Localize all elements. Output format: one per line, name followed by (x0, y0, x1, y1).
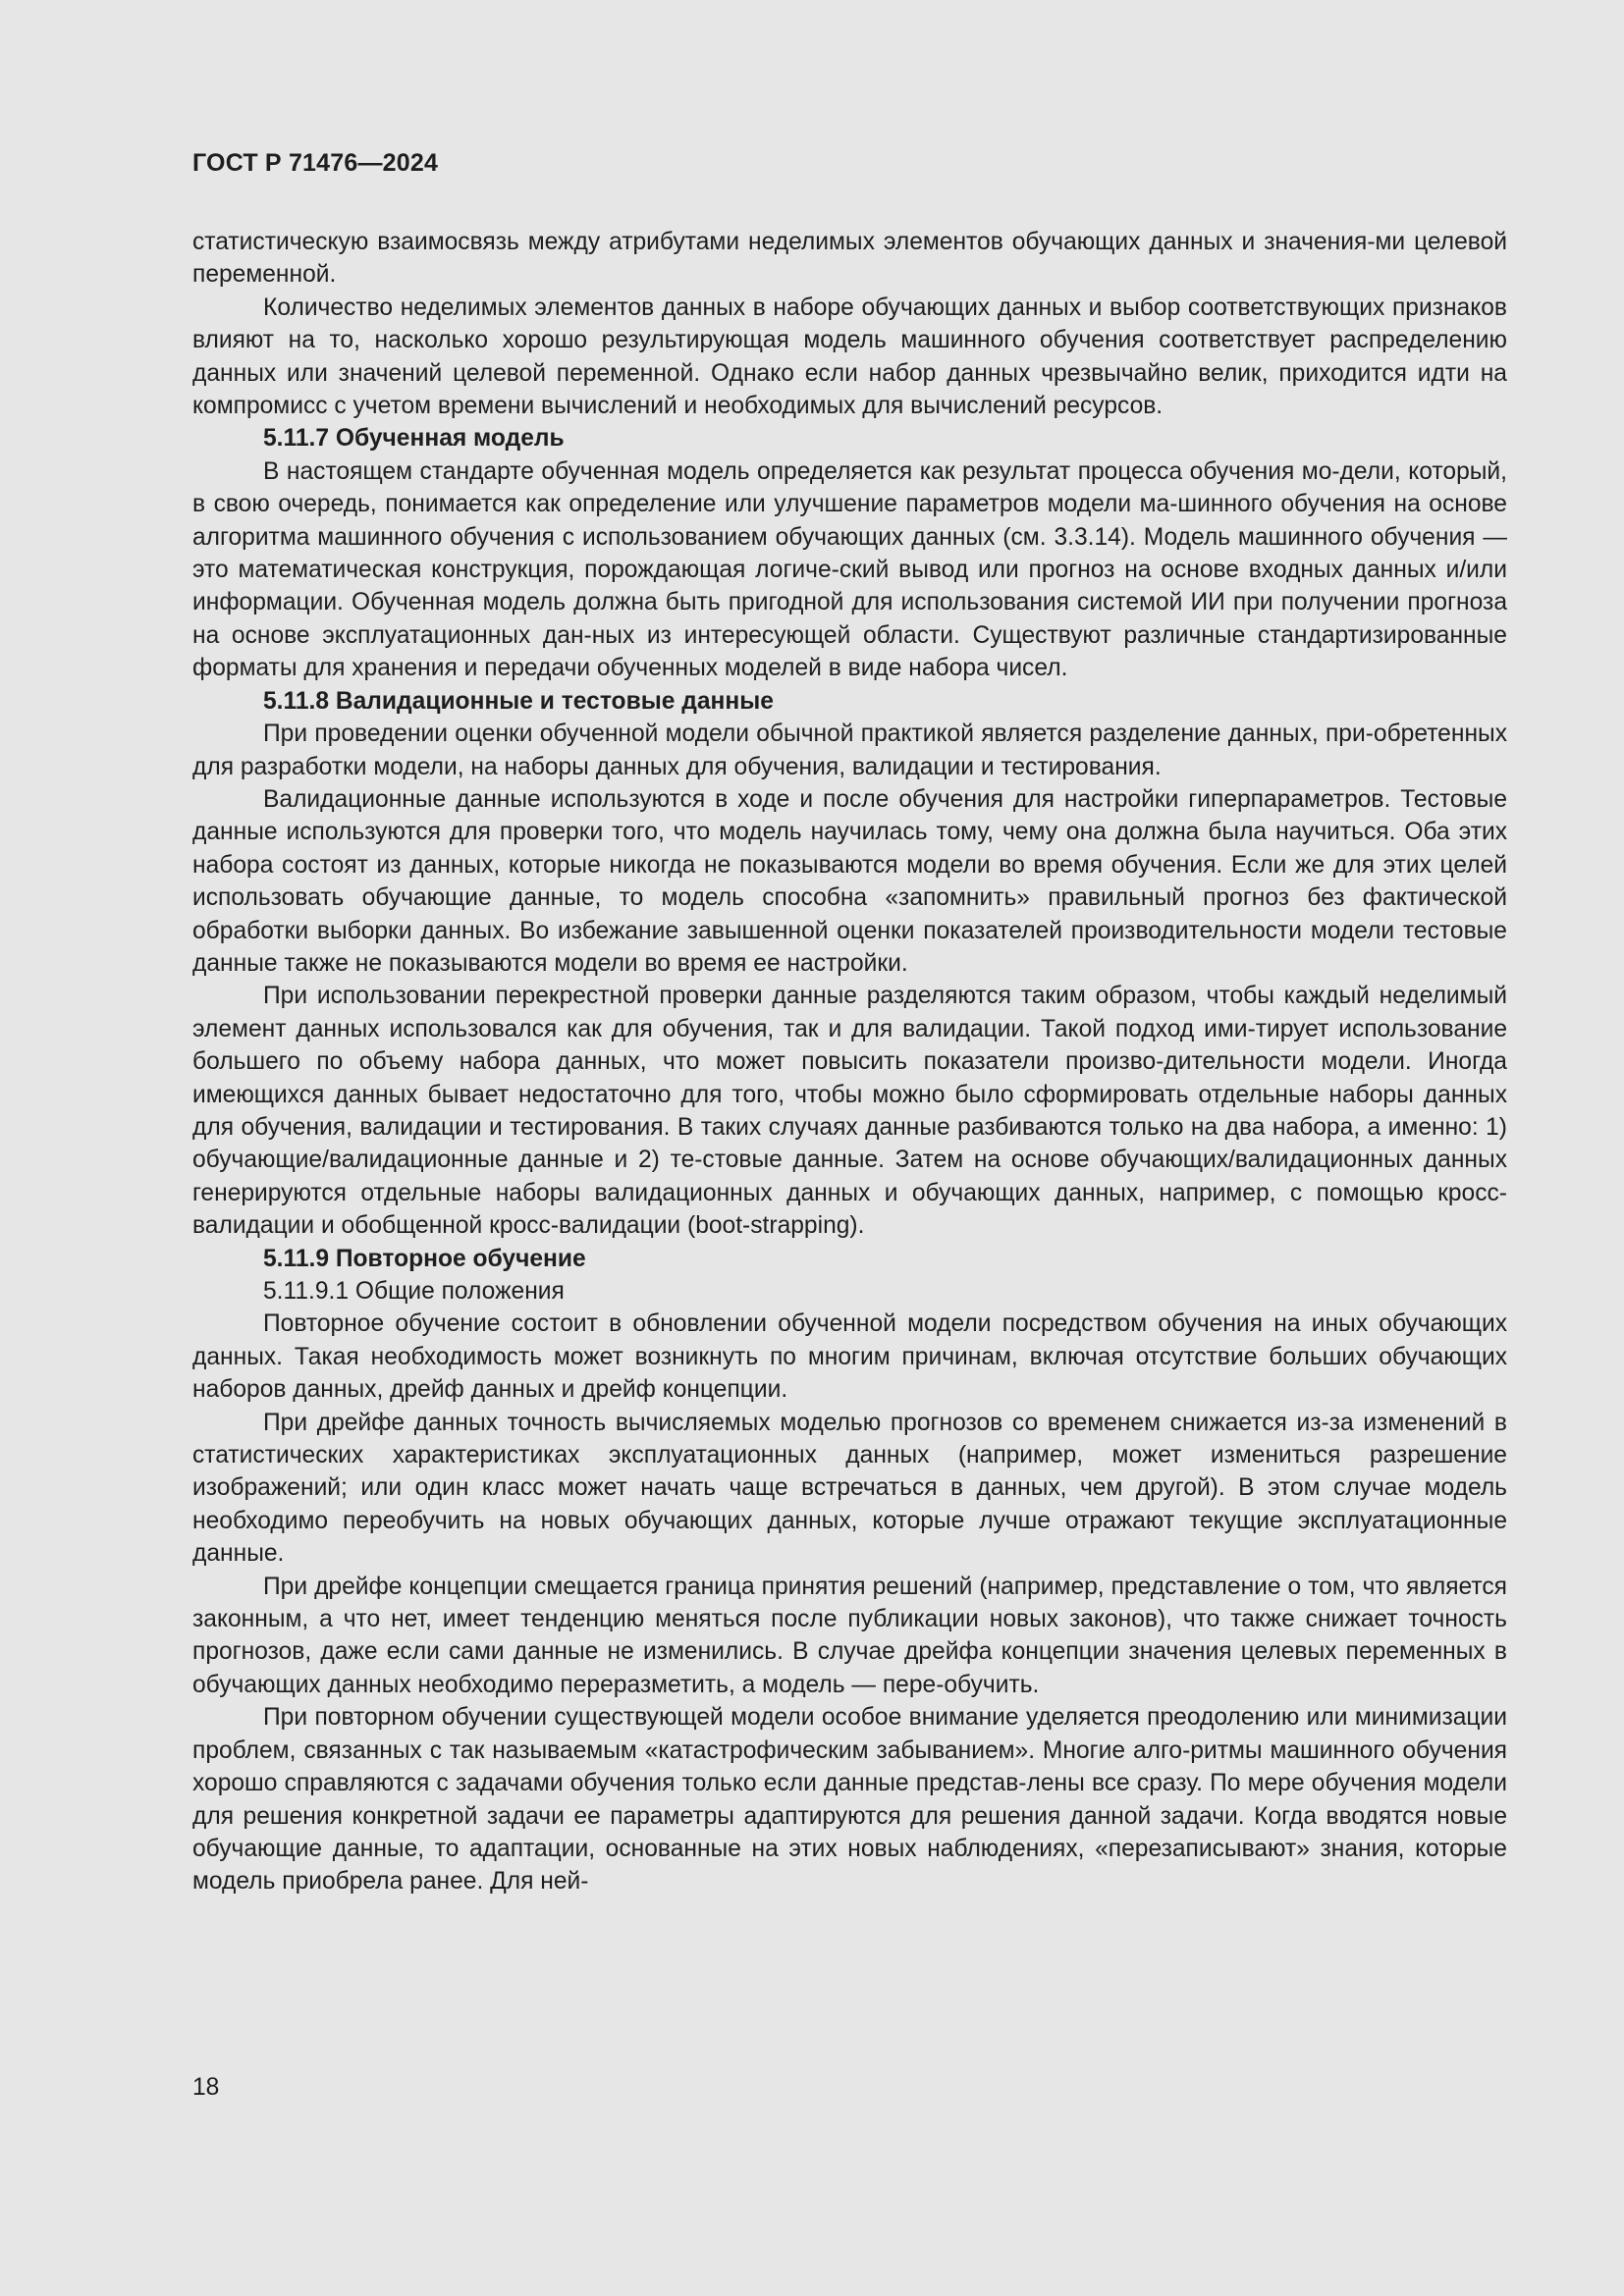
paragraph: При использовании перекрестной проверки данные разделяются таким образом, чтобы каждый неделимый элемент данных использовался как для обучения, так и для валидации. Такой подход ими-тирует использование большего по объему набора данных, что может повысить показатели произво-дительности модели. Иногда имеющихся данных бывает недостаточно для того, чтобы можно было сформировать отдельные наборы данных для обучения, валидации и тестирования. В таких случаях данные разбиваются только на два набора, а именно: 1) обучающие/валидационные данные и 2) те-стовые данные. Затем на основе обучающих/валидационных данных генерируются отдельные наборы валидационных данных и обучающих данных, например, с помощью кросс-валидации и обобщенной кросс-валидации (boot-strapping). (192, 983, 1507, 1240)
paragraph: Количество неделимых элементов данных в наборе обучающих данных и выбор соответствующих признаков влияют на то, насколько хорошо результирующая модель машинного обучения соответствует распределению данных или значений целевой переменной. Однако если набор данных чрезвычайно велик, приходится идти на компромисс с учетом времени вычислений и необходимых для вычислений ресурсов. (192, 294, 1507, 420)
paragraph: При повторном обучении существующей модели особое внимание уделяется преодолению или минимизации проблем, связанных с так называемым «катастрофическим забыванием». Многие алго-ритмы машинного обучения хорошо справляются с задачами обучения только если данные представ-лены все сразу. По мере обучения модели для решения конкретной задачи ее параметры адаптируются для решения данной задачи. Когда вводятся новые обучающие данные, то адаптации, основанные на этих новых наблюдениях, «перезаписывают» знания, которые модель приобрела ранее. Для ней- (192, 1704, 1507, 1896)
paragraph: Валидационные данные используются в ходе и после обучения для настройки гиперпараметров. Тестовые данные используются для проверки того, что модель научилась тому, чему она должна была научиться. Оба этих набора состоят из данных, которые никогда не показываются модели во время обучения. Если же для этих целей использовать обучающие данные, то модель способна «запомнить» правильный прогноз без фактической обработки выборки данных. Во избежание завышенной оценки показателей производительности модели тестовые данные также не показываются модели во время ее настройки. (192, 785, 1507, 977)
paragraph: При дрейфе данных точность вычисляемых моделью прогнозов со временем снижается из-за изменений в статистических характеристиках эксплуатационных данных (например, может измениться разрешение изображений; или один класс может начать чаще встречаться в данных, чем другой). В этом случае модель необходимо переобучить на новых обучающих данных, которые лучше отражают текущие эксплуатационные данные. (192, 1409, 1507, 1568)
paragraph: статистическую взаимосвязь между атрибутами неделимых элементов обучающих данных и значения-ми целевой переменной. (192, 229, 1507, 289)
document-header: ГОСТ Р 71476—2024 (192, 149, 439, 177)
paragraph: При проведении оценки обученной модели обычной практикой является разделение данных, при-обретенных для разработки модели, на наборы данных для обучения, валидации и тестирования. (192, 721, 1507, 780)
page-number: 18 (192, 2074, 220, 2101)
document-body (192, 226, 1507, 1898)
subsection-heading-5-11-9-1: 5.11.9.1 Общие положения (263, 1278, 565, 1305)
paragraph: Повторное обучение состоит в обновлении обученной модели посредством обучения на иных обучающих данных. Такая необходимость может возникнуть по многим причинам, включая отсутствие больших обучающих наборов данных, дрейф данных и дрейф концепции. (192, 1310, 1507, 1404)
section-heading-5-11-7: 5.11.7 Обученная модель (263, 425, 565, 453)
paragraph: При дрейфе концепции смещается граница принятия решений (например, представление о том, что является законным, а что нет, имеет тенденцию меняться после публикации новых законов), что также снижает точность прогнозов, даже если сами данные не изменились. В случае дрейфа концепции значения целевых переменных в обучающих данных необходимо переразметить, а модель — пере-обучить. (192, 1573, 1507, 1698)
section-heading-5-11-8: 5.11.8 Валидационные и тестовые данные (263, 687, 774, 715)
paragraph: В настоящем стандарте обученная модель определяется как результат процесса обучения мо-дели, который, в свою очередь, понимается как определение или улучшение параметров модели ма-шинного обучения на основе алгоритма машинного обучения с использованием обучающих данных (см. 3.3.14). Модель машинного обучения — это математическая конструкция, порождающая логиче-ский вывод или прогноз на основе входных данных и/или информации. Обученная модель должна быть пригодной для использования системой ИИ при получении прогноза на основе эксплуатационных дан-ных из интересующей области. Существуют различные стандартизированные форматы для хранения и передачи обученных моделей в виде набора чисел. (192, 457, 1507, 682)
section-heading-5-11-9: 5.11.9 Повторное обучение (263, 1245, 586, 1272)
